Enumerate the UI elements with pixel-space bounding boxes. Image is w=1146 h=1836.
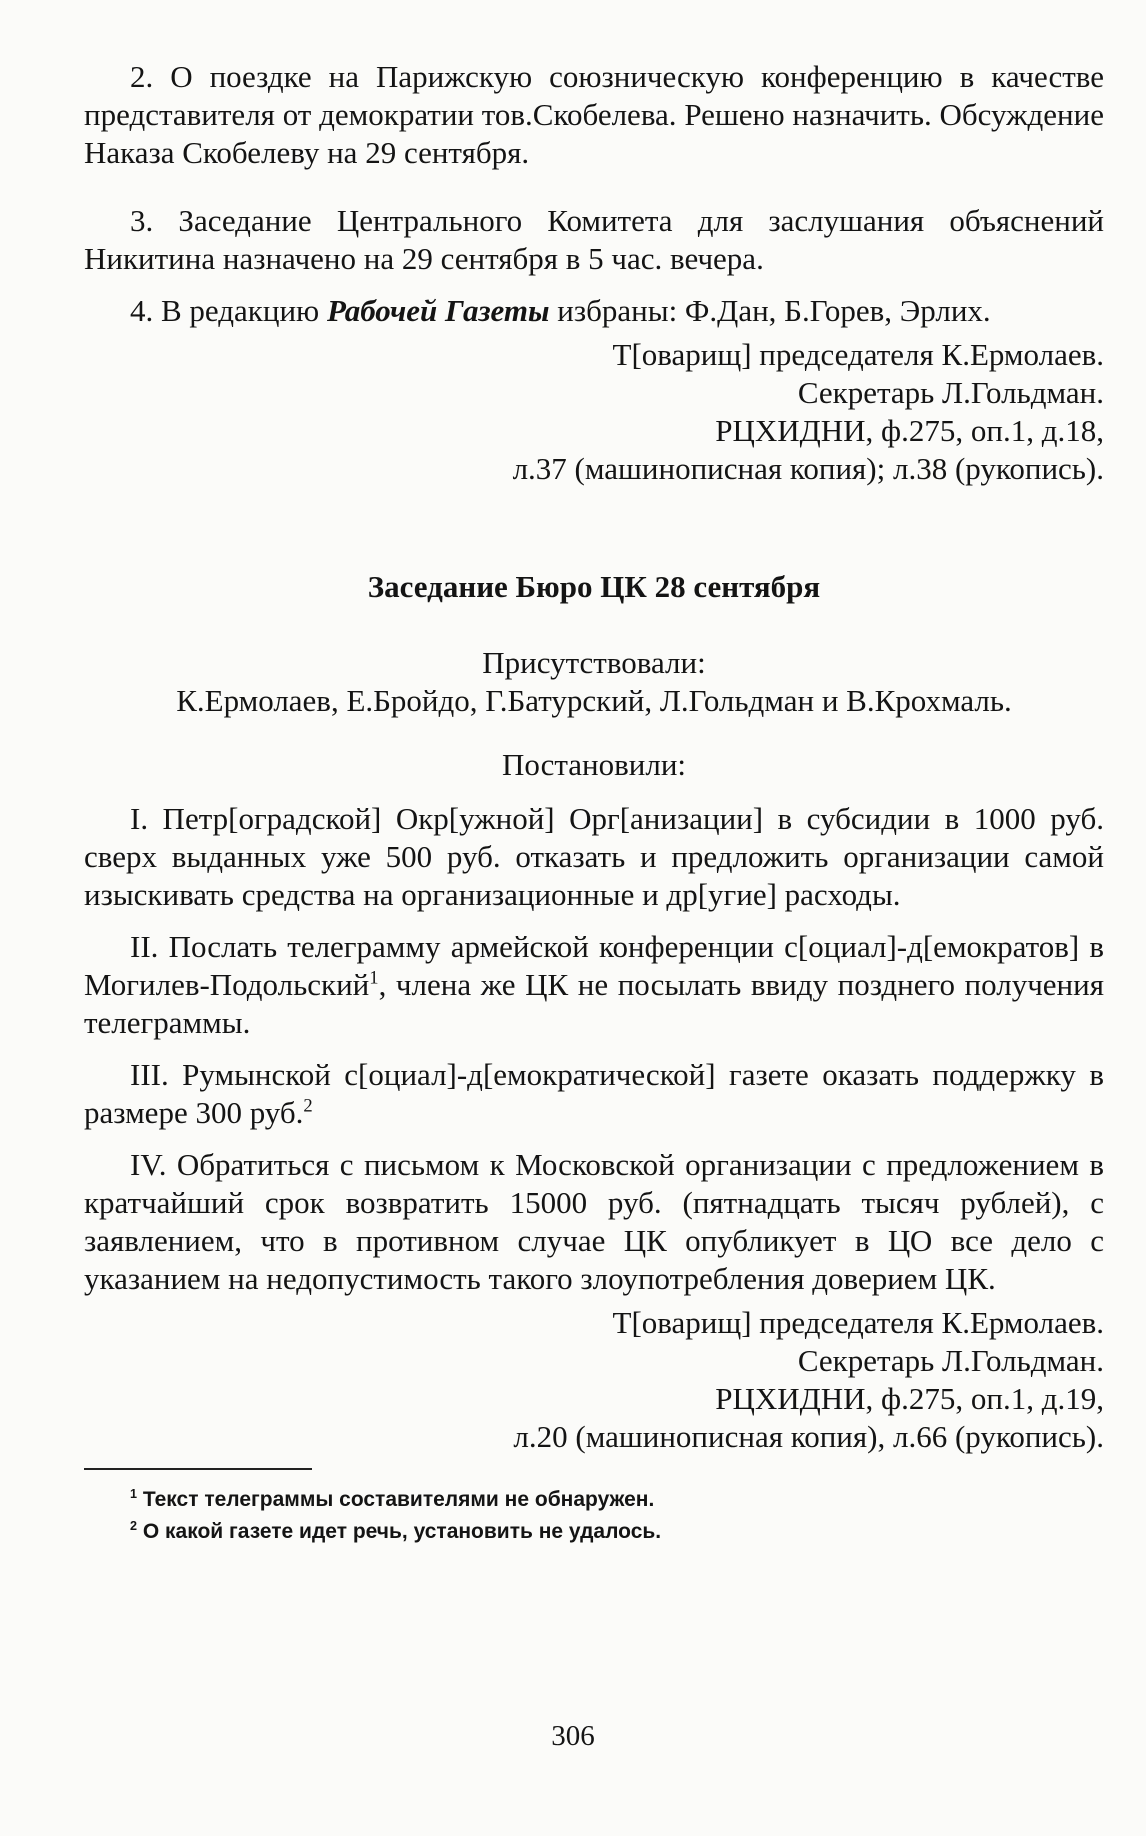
footnote-2 — [84, 1516, 1104, 1548]
resolution-item-2-text: II. Послать телеграмму армейской конференции с[оциал]-д[емократов] в Могилев-Подольский — [84, 929, 1104, 1002]
text-column — [84, 58, 1104, 1548]
resolution-item-3 — [84, 1056, 1104, 1132]
footnote-2-number: 2 — [130, 1519, 138, 1533]
secretary-signature: Секретарь Л.Гольдман. — [797, 1343, 1104, 1378]
prev-chair-signature: Т[оварищ] председателя К.Ермолаев. — [612, 337, 1104, 372]
footnote-1-text: Текст телеграммы составителями не обнаружен. — [137, 1488, 655, 1511]
archive-ref-line-2: л.20 (машинописная копия), л.66 (рукопись). — [513, 1419, 1104, 1454]
prev-archive-ref-line-1: РЦХИДНИ, ф.275, оп.1, д.18, — [715, 413, 1104, 448]
chair-signature: Т[оварищ] председателя К.Ермолаев. — [612, 1305, 1104, 1340]
footnote-1-number: 1 — [130, 1487, 138, 1501]
footnote-2-text: О какой газете идет речь, установить не удалось. — [137, 1520, 662, 1543]
prev-archive-ref-line-2: л.37 (машинописная копия); л.38 (рукопись). — [512, 451, 1104, 486]
newspaper-name: Рабочей Газеты — [326, 293, 550, 328]
resolution-item-1: I. Петр[оградской] Окр[ужной] Орг[анизации] в субсидии в 1000 руб. сверх выданных уже 500 руб. отказать и предложить организации самой изыскивать средства на организационные и др[угие] расходы. — [84, 801, 1104, 912]
meeting-heading: Заседание Бюро ЦК 28 сентября — [367, 569, 821, 604]
footnote-divider — [84, 1468, 312, 1470]
page-number: 306 — [551, 1720, 595, 1752]
prev-item-2: 2. О поездке на Парижскую союзническую конференцию в качестве представителя от демократии тов.Скобелева. Решено назначить. Обсуждение Наказа Скобелеву на 29 сентября. — [84, 59, 1104, 170]
prev-item-3: 3. Заседание Центрального Комитета для заслушания объяснений Никитина назначено на 29 сентября в 5 час. вечера. — [84, 203, 1104, 276]
resolved-label: Постановили: — [501, 747, 687, 782]
resolution-item-2-rest: , члена же ЦК не посылать ввиду позднего получения телеграммы. — [84, 967, 1104, 1040]
resolution-item-2 — [84, 928, 1104, 1042]
footnote-ref-1: 1 — [369, 967, 379, 989]
present-names: К.Ермолаев, Е.Бройдо, Г.Батурский, Л.Гольдман и В.Крохмаль. — [176, 683, 1012, 718]
archive-ref-line-1: РЦХИДНИ, ф.275, оп.1, д.19, — [715, 1381, 1104, 1416]
resolution-item-4: IV. Обратиться с письмом к Московской организации с предложением в кратчайший срок возвратить 15000 руб. (пятнадцать тысяч рублей), с заявлением, что в противном случае ЦК опубликует в ЦО все дело с указанием на недопустимость такого злоупотребления доверием ЦК. — [84, 1147, 1104, 1296]
resolution-item-3-text: III. Румынской с[оциал]-д[емократической] газете оказать поддержку в размере 300 руб. — [84, 1057, 1104, 1130]
prev-item-4-suffix: избраны: Ф.Дан, Б.Горев, Эрлих. — [549, 293, 991, 328]
footnote-ref-2: 2 — [303, 1095, 313, 1117]
footnote-1 — [84, 1484, 1104, 1516]
prev-item-4-prefix: 4. В редакцию — [130, 293, 327, 328]
prev-secretary-signature: Секретарь Л.Гольдман. — [797, 375, 1104, 410]
prev-item-4 — [84, 292, 1104, 330]
present-label: Присутствовали: — [482, 645, 706, 680]
